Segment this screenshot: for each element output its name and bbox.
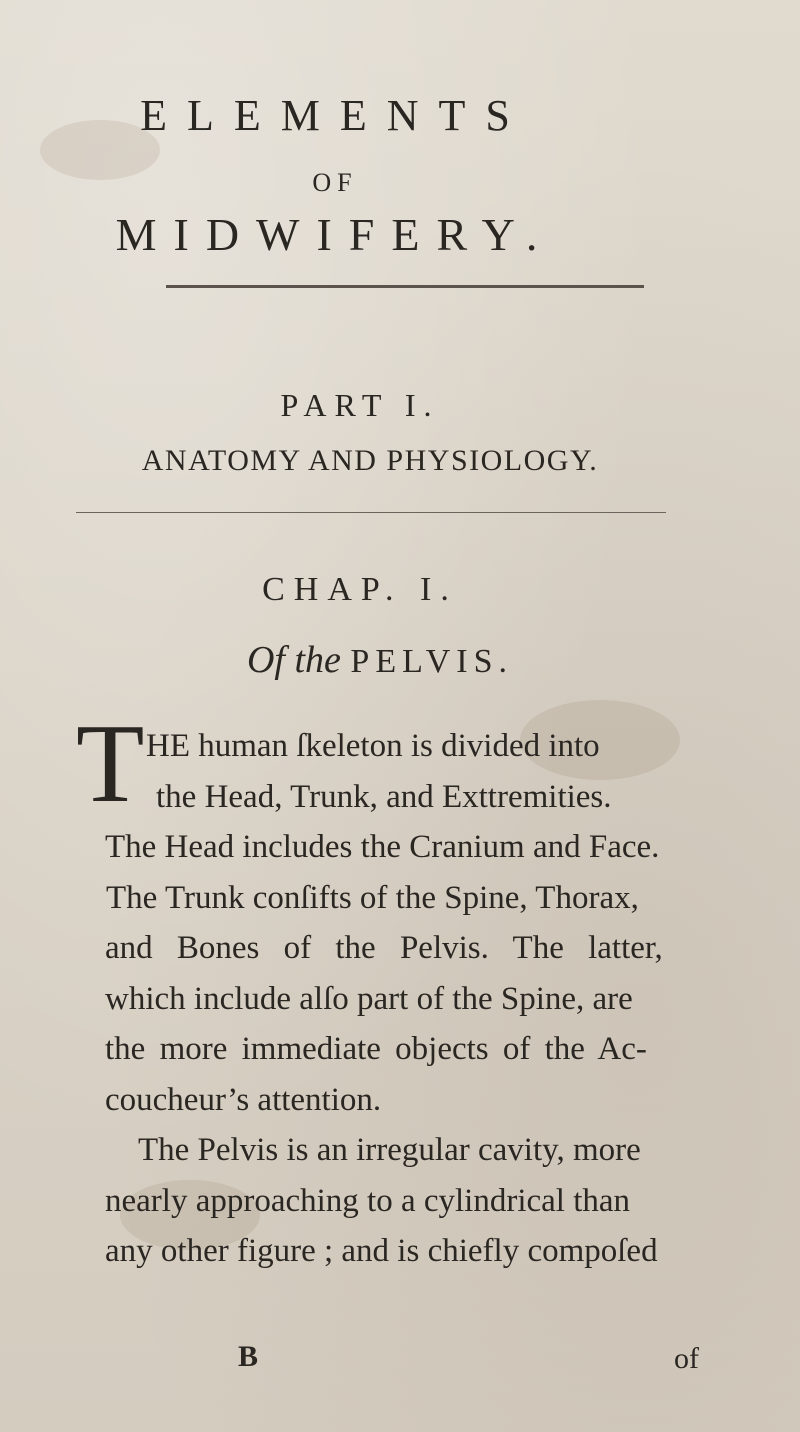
section-heading: ANATOMY AND PHYSIOLOGY. [141, 444, 599, 477]
text-line: and Bones of the Pelvis. The latter, [105, 930, 663, 966]
text-line: the Head, Trunk, and Exttremities. [156, 779, 612, 815]
chapter-heading: CHAP. I. [262, 571, 458, 608]
title-subject: MIDWIFERY. [115, 209, 555, 260]
text-line: any other figure ; and is chiefly compoſed [105, 1233, 658, 1269]
text-line: The Head includes the Cranium and Face. [105, 829, 660, 865]
text-line: coucheur’s attention. [105, 1082, 382, 1118]
title-main: ELEMENTS [140, 91, 530, 140]
text-line: the more immediate objects of the Ac- [105, 1031, 647, 1067]
text-line: The Pelvis is an irregular cavity, more [138, 1132, 641, 1168]
text-line: nearly approaching to a cylindrical than [105, 1183, 631, 1219]
text-line: The Trunk conſifts of the Spine, Thorax, [106, 880, 639, 916]
section-rule [76, 512, 666, 513]
part-heading: PART I. [280, 387, 440, 423]
catchword: of [674, 1342, 699, 1375]
chapter-title-subject: PELVIS. [350, 643, 514, 680]
title-of: OF [312, 168, 358, 197]
drop-cap: T [76, 702, 145, 826]
title-rule [166, 285, 644, 288]
text-line: HE human ſkeleton is divided into [146, 728, 600, 764]
chapter-title-prefix: Of the [246, 639, 341, 681]
signature-mark: B [238, 1340, 259, 1373]
text-line: which include alſo part of the Spine, are [105, 981, 633, 1017]
chapter-title [0, 638, 760, 682]
